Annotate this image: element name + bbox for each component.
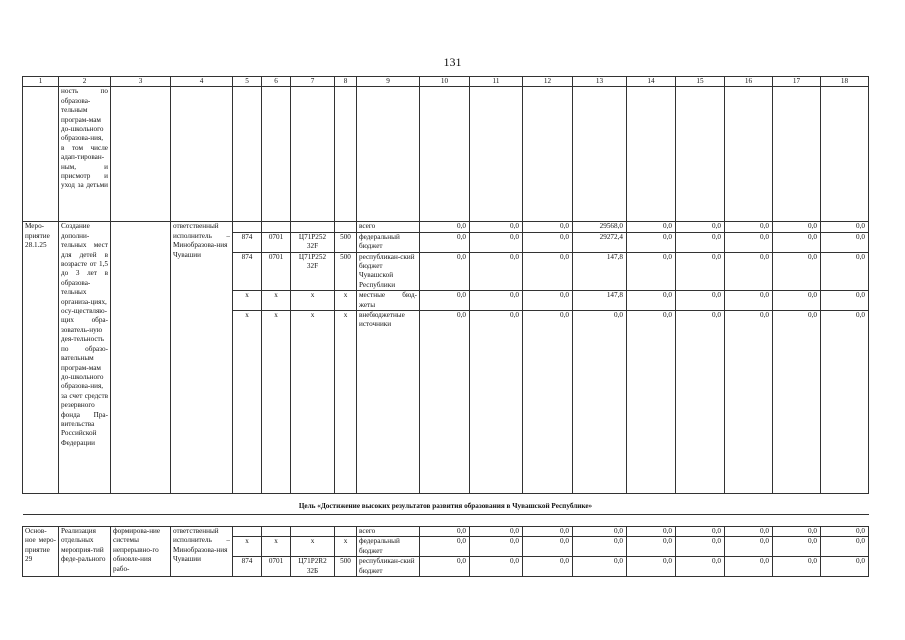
column-number-cell: 5 [233,77,262,87]
table-row: x x x x внебюджетные источники 0,0 0,0 0,0 0,0 0,0 0,0 0,0 0,0 0,0 [23,311,869,494]
column-number-cell: 9 [357,77,420,87]
measure-code: Основ-ное меро-приятие 29 [23,527,59,577]
column-number-cell: 7 [291,77,335,87]
column-number-cell: 10 [420,77,470,87]
continuation-text: ность по образова-тельным програм-мам до-школьного образова-ния, в том числе адап-тирован-ным, и присмотр и уход за детьми [59,87,111,222]
budget-table [22,76,869,577]
table-row: 874 0701 Ц71Р252 32F 500 федеральный бюджет 0,0 0,0 0,0 29272,4 0,0 0,0 0,0 0,0 0,0 [23,232,869,252]
measure-name: Реализация отдельных мероприя-тий феде-рального [59,527,111,577]
table-row: 874 0701 Ц71Р252 32F 500 республикан-ский бюджет Чувашской Республики 0,0 0,0 0,0 147,8 0,0 0,0 0,0 0,0 0,0 [23,252,869,291]
column-number-cell: 16 [725,77,773,87]
goal-title: Цель «Достижение высоких результатов развития образования в Чувашской Республике» [23,494,869,515]
column-number-cell: 6 [262,77,291,87]
table-row: Меро-приятие 28.1.25 Создание дополни-тельных мест для детей в возрасте от 1,5 до 3 лет в образова-тельных организа-циях, осу-ществляю-щих обра-зователь-ную дея-тельность по образо-вательным програм-мам до-школьного образова-ния, за счет средств резервного фонда Пра-вительства Российской Федерации ответственный исполнитель – Минобразова-ния Чувашии всего 0,0 0,0 0,0 29568,0 0,0 0,0 0,0 0,0 0,0 [23,222,869,232]
column-number-cell: 14 [627,77,676,87]
measure-executor: ответственный исполнитель – Минобразова-ния Чувашии [171,527,233,577]
column-number-row [23,77,869,87]
column-number-cell: 12 [523,77,573,87]
table-row: 874 0701 Ц71Р2R2 32Б 500 республикан-ский бюджет 0,0 0,0 0,0 0,0 0,0 0,0 0,0 0,0 0,0 [23,557,869,577]
goal-row [23,494,869,515]
column-number-cell: 2 [59,77,111,87]
table-row: Основ-ное меро-приятие 29 Реализация отдельных мероприя-тий феде-рального формирова-ние системы непрерывно-го обновле-ния рабо- ответственный исполнитель – Минобразова-ния Чувашии всего 0,0 0,0 0,0 0,0 0,0 0,0 0,0 0,0 0,0 [23,527,869,537]
measure-target: формирова-ние системы непрерывно-го обновле-ния рабо- [111,527,171,577]
measure-name: Создание дополни-тельных мест для детей в возрасте от 1,5 до 3 лет в образова-тельных организа-циях, осу-ществляю-щих обра-зователь-ную дея-тельность по образо-вательным програм-мам до-школьного образова-ния, за счет средств резервного фонда Пра-вительства Российской Федерации [59,222,111,494]
column-number-cell: 18 [821,77,869,87]
table-row: x x x x федеральный бюджет 0,0 0,0 0,0 0,0 0,0 0,0 0,0 0,0 0,0 [23,537,869,557]
page-number: 131 [443,55,462,69]
continuation-row [23,87,869,222]
measure-code: Меро-приятие 28.1.25 [23,222,59,494]
table-row: x x x x местные бюд-жеты 0,0 0,0 0,0 147,8 0,0 0,0 0,0 0,0 0,0 [23,291,869,311]
column-number-cell: 11 [470,77,523,87]
column-number-cell: 15 [676,77,725,87]
column-number-cell: 13 [573,77,627,87]
column-number-cell: 8 [335,77,357,87]
column-number-cell: 1 [23,77,59,87]
measure-executor: ответственный исполнитель – Минобразова-ния Чувашии [171,222,233,494]
measure-target [111,222,171,494]
column-number-cell: 3 [111,77,171,87]
column-number-cell: 17 [773,77,821,87]
column-number-cell: 4 [171,77,233,87]
